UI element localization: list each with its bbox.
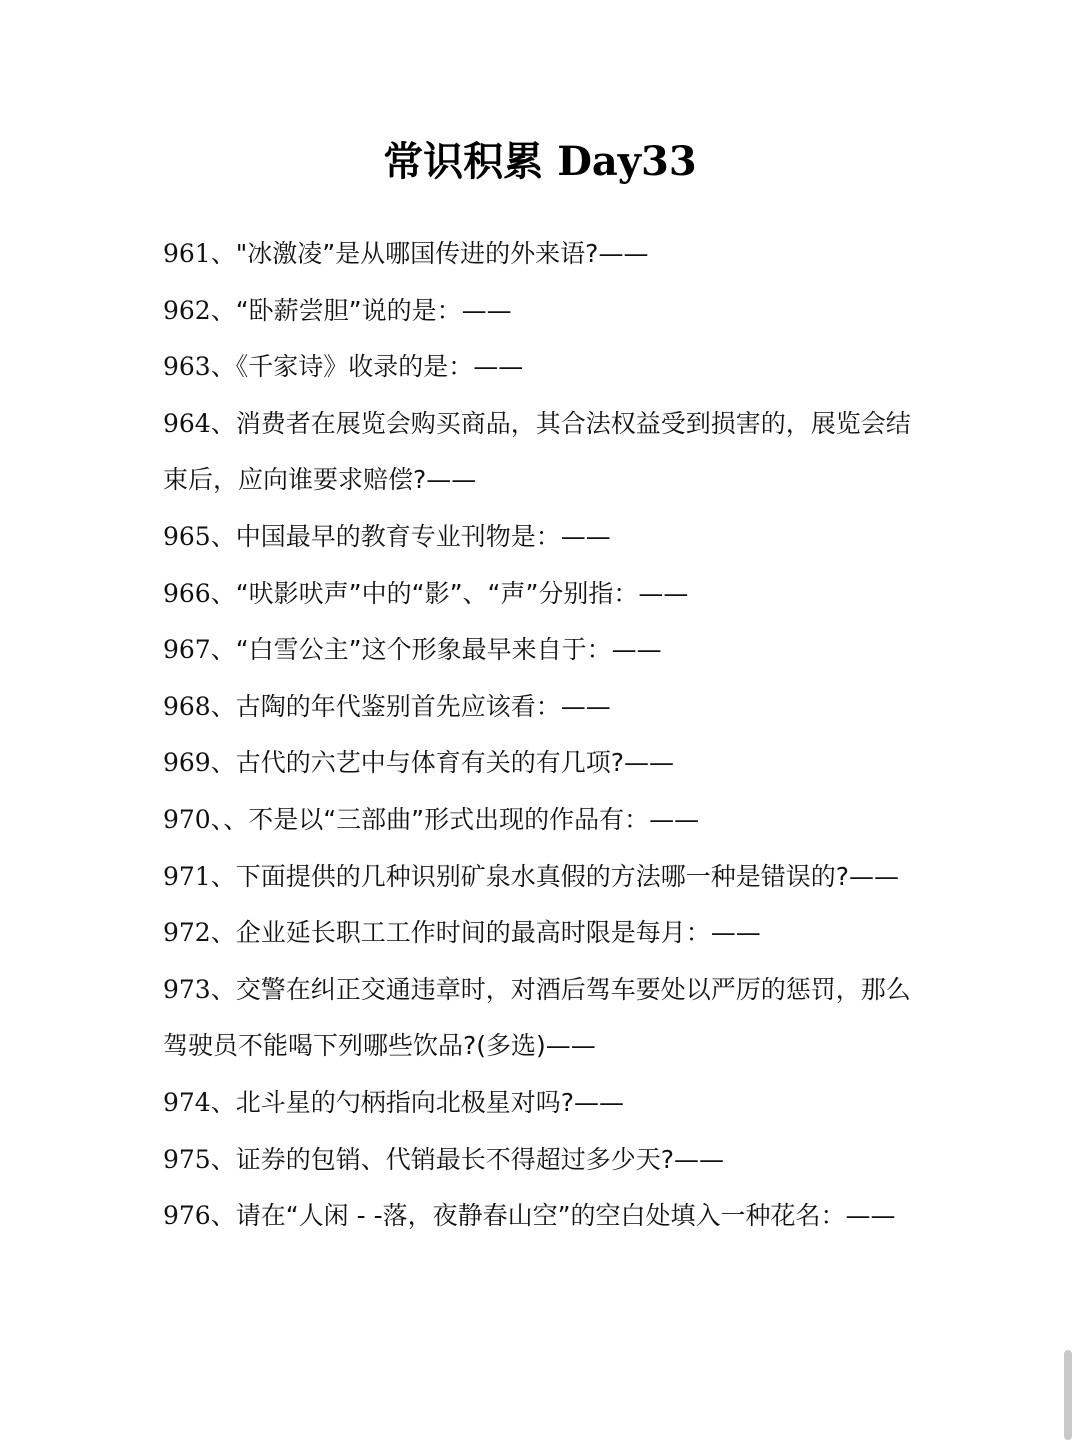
question-text: 、“白雪公主”这个形象最早来自于：—— xyxy=(210,635,662,665)
question-number: 972 xyxy=(163,918,211,948)
question-text: 、下面提供的几种识别矿泉水真假的方法哪一种是错误的?—— xyxy=(210,861,899,891)
question-number: 964 xyxy=(163,408,211,438)
question-item xyxy=(163,962,923,1075)
question-item xyxy=(163,396,923,509)
question-item xyxy=(163,339,923,396)
question-text: 、《千家诗》收录的是：—— xyxy=(210,352,524,382)
question-item xyxy=(163,1132,923,1189)
question-text: 、消费者在展览会购买商品，其合法权益受到损害的，展览会结束后，应向谁要求赔偿?—— xyxy=(163,408,911,495)
question-item xyxy=(163,792,923,849)
question-number: 971 xyxy=(163,861,211,891)
question-number: 970 xyxy=(163,804,211,834)
question-number: 961 xyxy=(163,239,211,268)
question-text: 、交警在纠正交通违章时，对酒后驾车要处以严厉的惩罚，那么驾驶员不能喝下列哪些饮品?(多选)—— xyxy=(163,974,911,1061)
question-item xyxy=(163,1075,923,1132)
question-number: 967 xyxy=(163,635,211,665)
question-list xyxy=(163,226,923,1245)
question-text: 、企业延长职工工作时间的最高时限是每月：—— xyxy=(210,918,761,948)
question-number: 974 xyxy=(163,1087,211,1117)
question-number: 962 xyxy=(163,295,211,325)
question-item xyxy=(163,226,923,283)
question-number: 965 xyxy=(163,521,211,551)
question-number: 975 xyxy=(163,1144,211,1174)
question-item xyxy=(163,509,923,566)
question-item xyxy=(163,849,923,906)
question-text: 、、不是以“三部曲”形式出现的作品有：—— xyxy=(210,804,700,834)
question-item xyxy=(163,679,923,736)
question-text: 、中国最早的教育专业刊物是：—— xyxy=(210,521,611,551)
question-text: 、证券的包销、代销最长不得超过多少天?—— xyxy=(210,1144,724,1174)
question-item xyxy=(163,735,923,792)
question-number: 966 xyxy=(163,578,211,608)
question-text: 、“卧薪尝胆”说的是：—— xyxy=(210,295,512,325)
page-title: 常识积累 Day33 xyxy=(383,138,697,185)
question-text: 、古代的六艺中与体育有关的有几项?—— xyxy=(210,748,674,778)
question-number: 976 xyxy=(163,1201,211,1231)
scrollbar[interactable] xyxy=(1062,0,1074,1440)
question-number: 968 xyxy=(163,691,211,721)
question-item xyxy=(163,905,923,962)
question-item xyxy=(163,566,923,623)
question-number: 969 xyxy=(163,748,211,778)
question-number: 963 xyxy=(163,352,211,382)
question-number: 973 xyxy=(163,974,211,1004)
question-item xyxy=(163,283,923,340)
question-item xyxy=(163,1188,923,1245)
scrollbar-thumb[interactable] xyxy=(1064,1350,1072,1440)
question-item xyxy=(163,622,923,679)
question-text: 、请在“人闲 - -落，夜静春山空”的空白处填入一种花名：—— xyxy=(210,1201,896,1231)
question-text: 、"冰激凌”是从哪国传进的外来语?—— xyxy=(210,239,649,268)
question-text: 、北斗星的勺柄指向北极星对吗?—— xyxy=(210,1087,624,1117)
question-text: 、“吠影吠声”中的“影”、“声”分别指：—— xyxy=(210,578,689,608)
question-text: 、古陶的年代鉴别首先应该看：—— xyxy=(210,691,611,721)
